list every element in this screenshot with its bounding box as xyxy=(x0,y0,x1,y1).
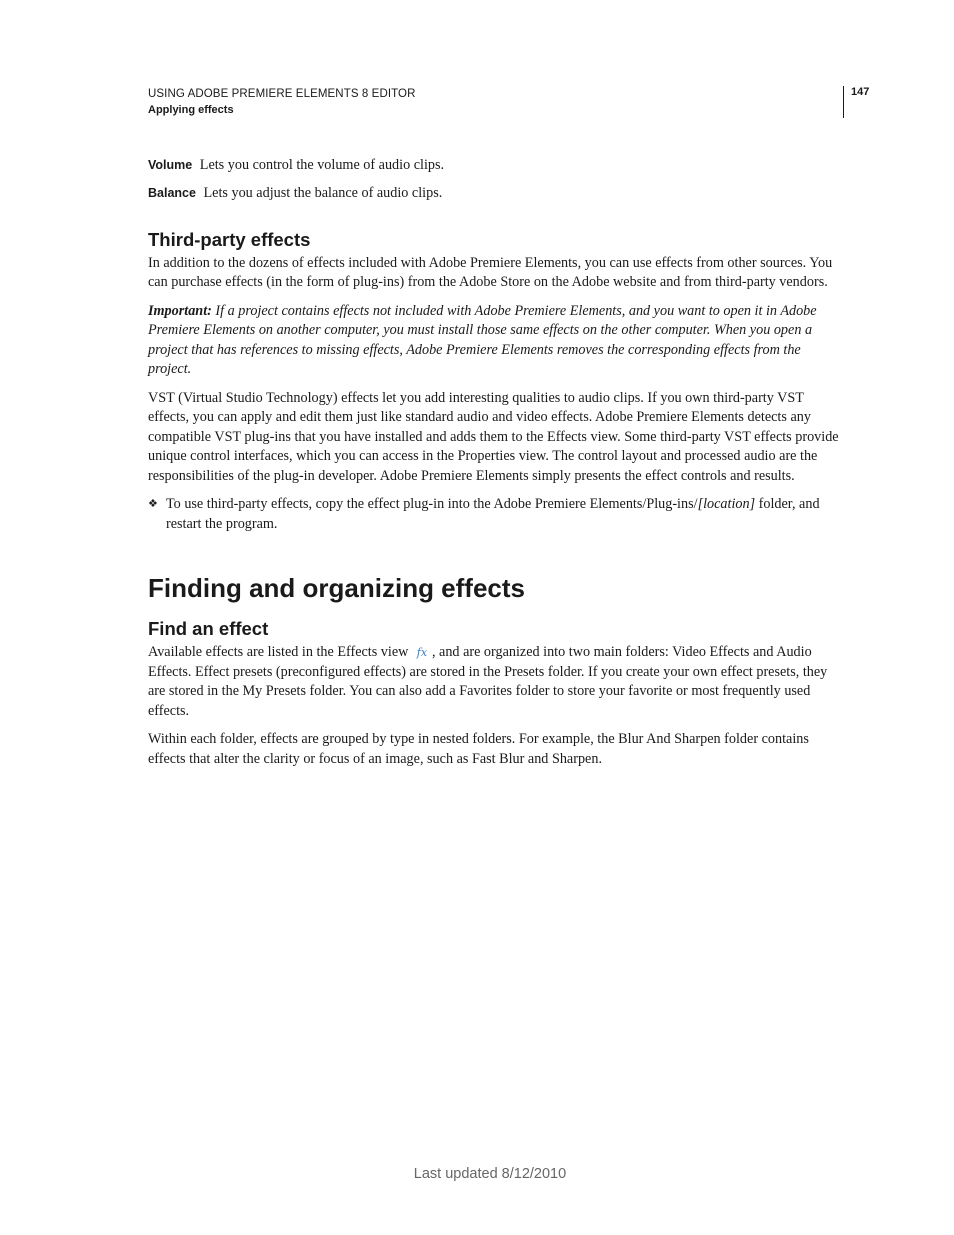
section-title: Applying effects xyxy=(148,104,234,116)
diamond-bullet-icon: ❖ xyxy=(148,498,158,510)
definition-text: Lets you adjust the balance of audio clips. xyxy=(203,185,443,201)
page-content xyxy=(148,156,840,769)
page-number: 147 xyxy=(851,86,870,98)
header-divider xyxy=(843,86,844,118)
heading-third-party-effects: Third-party effects xyxy=(148,228,311,250)
last-updated: Last updated 8/12/2010 xyxy=(413,1166,567,1182)
important-note xyxy=(148,302,840,380)
paragraph-effects-view: Available effects are listed in the Effects view fx , and are organized into two main folders: Video Effects and Audio Effects. Effect presets (preconfigured effects) are stored in the Presets folder. If you create your own effect presets, they are stored in the My Presets folder. You can also add a Favorites folder to store your favorite or most frequently used effects. xyxy=(148,644,828,719)
location-placeholder: [location] xyxy=(697,496,756,512)
heading-find-an-effect: Find an effect xyxy=(148,618,269,639)
effects-view-icon: fx xyxy=(416,646,428,659)
definition-balance xyxy=(148,184,840,204)
heading-finding-organizing-effects: Finding and organizing effects xyxy=(148,573,525,603)
paragraph-third-party-intro: In addition to the dozens of effects included with Adobe Premiere Elements, you can use effects from other sources. You can purchase effects (in the form of plug-ins) from the Adobe Store on the Adobe website and from third-party vendors. xyxy=(148,254,833,290)
definition-term: Balance xyxy=(148,186,196,200)
definition-volume xyxy=(148,156,840,176)
definition-term: Volume xyxy=(148,158,193,172)
definition-text: Lets you control the volume of audio clips. xyxy=(199,157,445,173)
paragraph-vst: VST (Virtual Studio Technology) effects let you add interesting qualities to audio clips. If you own third-party VST effects, you can apply and edit them just like standard audio and video effects. Adobe Premiere Elements detects any compatible VST plug-ins that you have installed and adds them to the Effects view. Some third-party VST effects provide unique control interfaces, which you can access in the Properties view. The control layout and processed audio are the responsibilities of the plug-in developer. Adobe Premiere Elements simply presents the effect controls and results. xyxy=(148,389,839,484)
important-text: If a project contains effects not included with Adobe Premiere Elements, and you want to open it in Adobe Premiere Elements on another computer, you must install those same effects on the other computer. When you open a project that has references to missing effects, Adobe Premiere Elements removes the corresponding effects from the project. xyxy=(148,302,817,377)
paragraph-nested-folders: Within each folder, effects are grouped by type in nested folders. For example, the Blur And Sharpen folder contains effects that alter the clarity or focus of an image, such as Fast Blur and Sharpen. xyxy=(148,731,809,767)
step-text: To use third-party effects, copy the effect plug-in into the Adobe Premiere Elements/Plug-ins/[location] folder, and restart the program. xyxy=(166,496,820,532)
step-install-plugin xyxy=(148,495,840,534)
important-label: Important: xyxy=(148,302,212,319)
document-title: USING ADOBE PREMIERE ELEMENTS 8 EDITOR xyxy=(148,88,416,100)
